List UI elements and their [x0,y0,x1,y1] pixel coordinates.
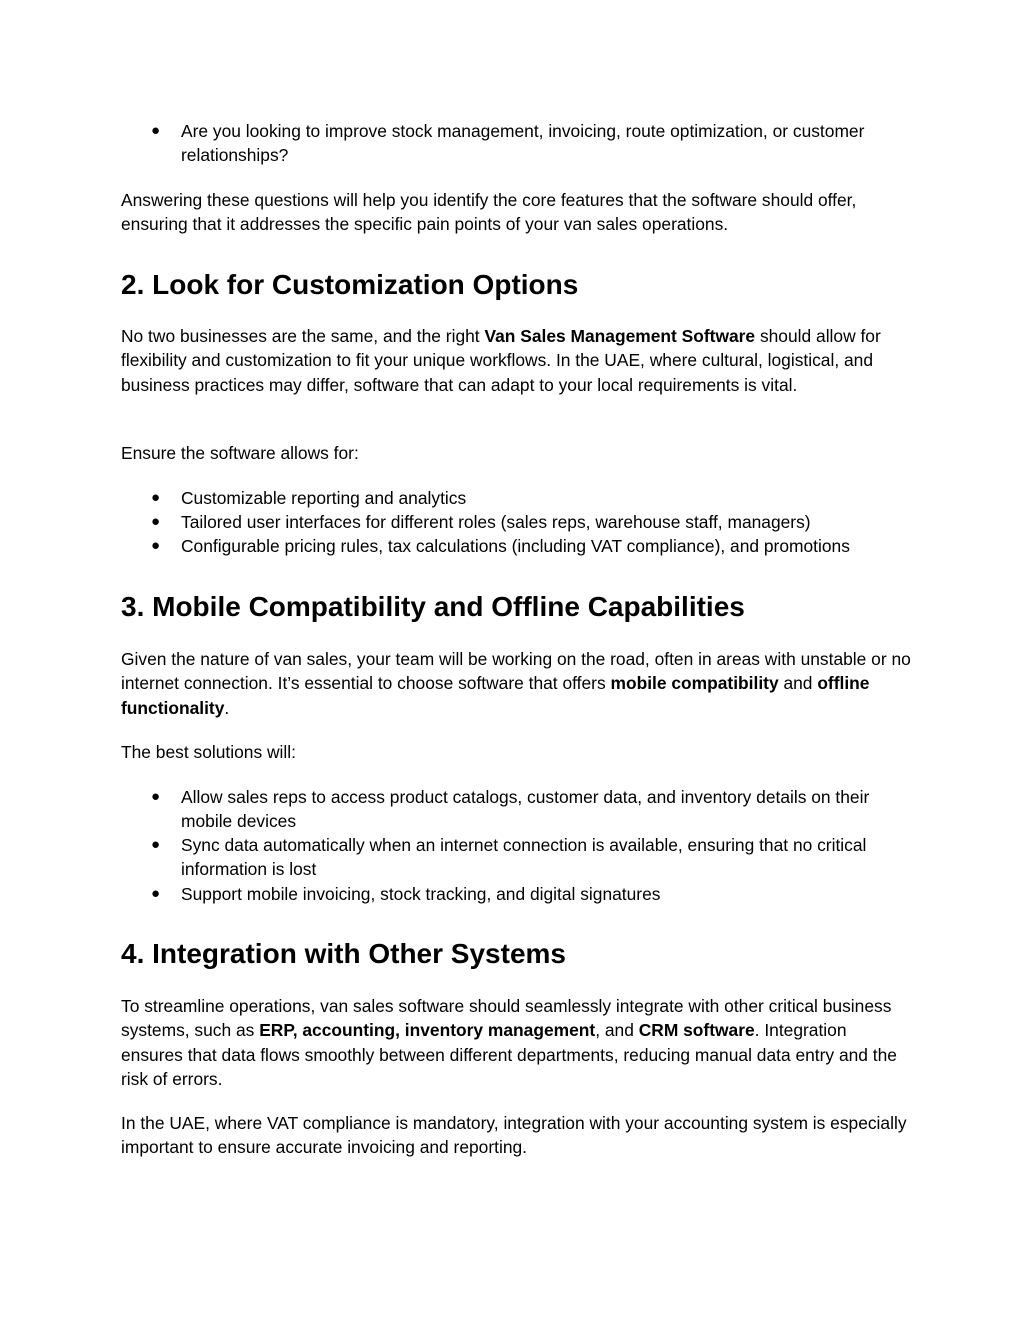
list-item-text: Are you looking to improve stock management, invoicing, route optimization, or customer relationships? [181,121,865,166]
list-item [151,785,911,834]
text-run: and [778,673,818,694]
integration-paragraph [121,994,911,1091]
bullet-icon: ● [151,836,161,853]
bullet-icon: ● [151,489,161,506]
text-run: To streamline operations, van sales software should seamlessly integrate with other critical business systems, such as [121,996,892,1041]
text-run: should allow for flexibility and customization to fit your unique workflows. In the UAE, where cultural, logistical, and business practices may differ, software that can adapt to your local requirements is vital. [121,326,881,395]
list-item [151,882,911,906]
text-run: No two businesses are the same, and the right [121,326,485,346]
bullet-icon: ● [151,537,161,554]
list-item-text: Allow sales reps to access product catalogs, customer data, and inventory details on their mobile devices [181,787,870,832]
section-heading-customization: 2. Look for Customization Options [121,269,579,300]
text-run: . [224,697,230,718]
customization-paragraph [121,324,911,397]
text-run: . Integration ensures that data flows smoothly between different departments, reducing manual data entry and the risk of errors. [121,1020,897,1089]
bold-term: ERP, accounting, inventory management [259,1020,596,1041]
section-heading-mobile: 3. Mobile Compatibility and Offline Capabilities [121,591,745,622]
bullet-icon: ● [151,513,161,530]
list-item [151,833,911,882]
mobile-lead: The best solutions will: [121,742,296,762]
bold-term: CRM software [638,1020,755,1041]
list-item-text: Configurable pricing rules, tax calculations (including VAT compliance), and promotions [181,536,850,556]
list-item-text: Tailored user interfaces for different roles (sales reps, warehouse staff, managers) [181,512,811,532]
list-item-text: Support mobile invoicing, stock tracking, and digital signatures [181,884,661,904]
intro-paragraph: Answering these questions will help you identify the core features that the software should offer, ensuring that it addresses the specific pain points of your van sales operations. [121,190,857,235]
list-item [151,510,911,534]
bold-term: mobile compatibility [610,673,779,694]
list-item [151,119,911,168]
list-item-text: Sync data automatically when an internet connection is available, ensuring that no critical information is lost [181,835,867,880]
bold-term: Van Sales Management Software [484,326,756,346]
integration-vat-paragraph: In the UAE, where VAT compliance is mandatory, integration with your accounting system is especially important to ensure accurate invoicing and reporting. [121,1113,907,1158]
text-run: , and [595,1020,639,1041]
text-run: Given the nature of van sales, your team will be working on the road, often in areas with unstable or no internet connection. It’s essential to choose software that offers [121,649,911,694]
list-item-text: Customizable reporting and analytics [181,488,467,508]
list-item [151,486,911,510]
customization-lead: Ensure the software allows for: [121,443,359,463]
bullet-icon: ● [151,122,161,139]
bullet-icon: ● [151,788,161,805]
bullet-icon: ● [151,885,161,902]
list-item [151,534,911,558]
bold-term: offline functionality [121,673,870,718]
mobile-paragraph [121,647,911,720]
section-heading-integration: 4. Integration with Other Systems [121,938,566,969]
